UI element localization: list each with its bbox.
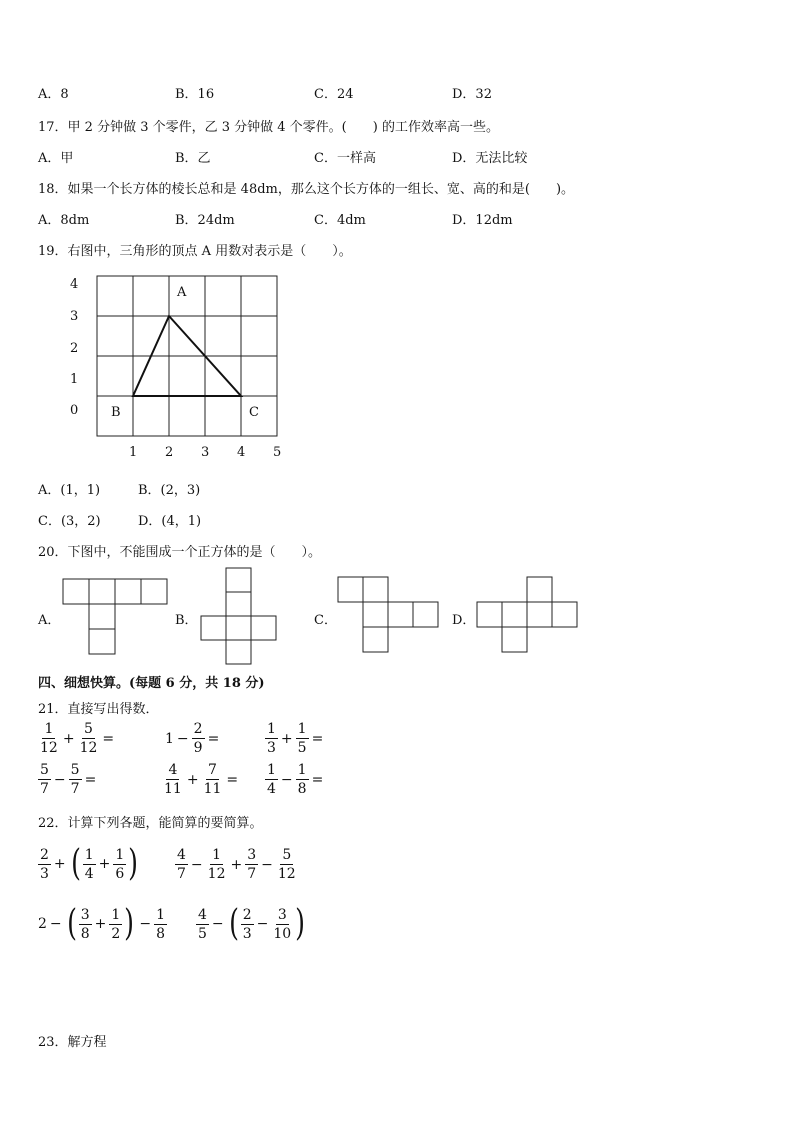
q19-option-a: A．(1，1) (38, 483, 101, 498)
q22-expression-4: $\frac{4}{5}$ − ( $\frac{2}{3}$ − $\frac{3}{10}$ ) (198, 903, 306, 944)
x-label-5: 5 (273, 445, 282, 460)
fraction: $\frac{1}{5}$ (297, 721, 307, 756)
point-label-b: B (111, 405, 121, 420)
q19-text: 19．右图中，三角形的顶点 A 用数对表示是（ ）。 (38, 244, 352, 259)
x-label-1: 1 (129, 445, 138, 460)
fraction: $\frac{4}{11}$ (164, 762, 182, 797)
q21-item-6: $\frac{1}{4}$ − $\frac{1}{8}$ = (267, 762, 324, 797)
q22-text: 22．计算下列各题，能简算的要简算。 (38, 816, 263, 831)
x-label-2: 2 (165, 445, 174, 460)
point-label-c: C (249, 405, 259, 420)
q18-option-a: A．8dm (38, 213, 90, 228)
q21-item-1: $\frac{1}{12}$ + $\frac{5}{12}$ = (40, 721, 115, 756)
q17-option-b: B．乙 (175, 151, 211, 166)
point-label-a: A (177, 285, 187, 300)
y-label-1: 1 (70, 372, 79, 387)
q17-option-a: A．甲 (38, 151, 74, 166)
q17-option-c: C．一样高 (314, 151, 376, 166)
y-label-3: 3 (70, 309, 79, 324)
fraction: $\frac{1}{12}$ (207, 847, 226, 882)
q19-option-b: B．(2，3) (138, 483, 201, 498)
fraction: $\frac{1}{6}$ (115, 846, 125, 882)
fraction: $\frac{3}{7}$ (247, 847, 257, 882)
q20-option-a-label: A． (38, 613, 61, 628)
fraction: $\frac{5}{7}$ (40, 762, 49, 797)
fraction: $\frac{4}{7}$ (177, 847, 186, 882)
fraction: $\frac{3}{10}$ (273, 906, 292, 942)
q19-option-c: C．(3，2) (38, 514, 101, 529)
fraction: $\frac{4}{5}$ (198, 906, 207, 942)
q23-text: 23．解方程 (38, 1035, 107, 1050)
fraction: $\frac{2}{3}$ (40, 846, 49, 882)
fraction: $\frac{1}{4}$ (267, 762, 276, 797)
x-label-4: 4 (237, 445, 246, 460)
q17-option-d: D．无法比较 (452, 151, 528, 166)
fraction: $\frac{1}{12}$ (40, 721, 58, 756)
q20-net-a (60, 577, 175, 657)
y-label-0: 0 (70, 403, 79, 418)
q18-option-b: B．24dm (175, 213, 235, 228)
q16-option-a: A．8 (38, 87, 69, 102)
y-label-2: 2 (70, 341, 79, 356)
fraction: $\frac{3}{8}$ (80, 906, 90, 942)
fraction: $\frac{7}{11}$ (203, 762, 222, 797)
fraction: $\frac{1}{3}$ (267, 721, 276, 756)
q20-net-d (475, 575, 580, 657)
fraction: $\frac{5}{12}$ (79, 721, 98, 756)
section-4-title: 四、细想快算。(每题 6 分，共 18 分) (38, 676, 265, 691)
q18-text: 18．如果一个长方体的棱长总和是 48dm，那么这个长方体的一组长、宽、高的和是( )。 (38, 182, 575, 197)
q16-option-c: C．24 (314, 87, 354, 102)
y-label-4: 4 (70, 277, 79, 292)
q22-expression-2: $\frac{4}{7}$ − $\frac{1}{12}$ + $\frac{3}{7}$ − $\frac{5}{12}$ (177, 847, 296, 882)
q21-item-2: 1 − $\frac{2}{9}$ = (165, 721, 220, 756)
fraction: $\frac{1}{8}$ (156, 906, 165, 942)
fraction: $\frac{5}{12}$ (277, 847, 296, 882)
fraction: $\frac{5}{7}$ (70, 762, 80, 797)
q22-expression-3: 2 − ( $\frac{3}{8}$ + $\frac{1}{2}$ ) − $\frac{1}{8}$ (38, 903, 165, 944)
q21-text: 21．直接写出得数． (38, 702, 159, 717)
fraction: $\frac{1}{4}$ (84, 846, 94, 882)
fraction: $\frac{2}{9}$ (193, 721, 203, 756)
x-label-3: 3 (201, 445, 210, 460)
q22-expression-1: $\frac{2}{3}$ + ( $\frac{1}{4}$ + $\frac{1}{6}$ ) (40, 843, 139, 884)
fraction: $\frac{2}{3}$ (242, 906, 252, 942)
q20-option-c-label: C． (314, 613, 337, 628)
q20-option-b-label: B． (175, 613, 198, 628)
q20-net-b (198, 566, 278, 666)
q19-option-d: D．(4，1) (138, 514, 202, 529)
q20-option-d-label: D． (452, 613, 476, 628)
q16-option-b: B．16 (175, 87, 215, 102)
fraction: $\frac{1}{8}$ (297, 762, 307, 797)
q20-text: 20．下图中，不能围成一个正方体的是（ ）。 (38, 545, 322, 560)
q17-text: 17．甲 2 分钟做 3 个零件，乙 3 分钟做 4 个零件。( ) 的工作效率高一些。 (38, 120, 499, 135)
q19-coordinate-grid (60, 268, 300, 468)
q21-item-3: $\frac{1}{3}$ + $\frac{1}{5}$ = (267, 721, 324, 756)
q16-option-d: D．32 (452, 87, 492, 102)
fraction: $\frac{1}{2}$ (111, 906, 121, 942)
q18-option-d: D．12dm (452, 213, 513, 228)
q21-item-4: $\frac{5}{7}$ − $\frac{5}{7}$ = (40, 762, 97, 797)
q20-net-c (336, 575, 441, 657)
q18-option-c: C．4dm (314, 213, 366, 228)
q21-item-5: $\frac{4}{11}$ + $\frac{7}{11}$ = (164, 762, 239, 797)
